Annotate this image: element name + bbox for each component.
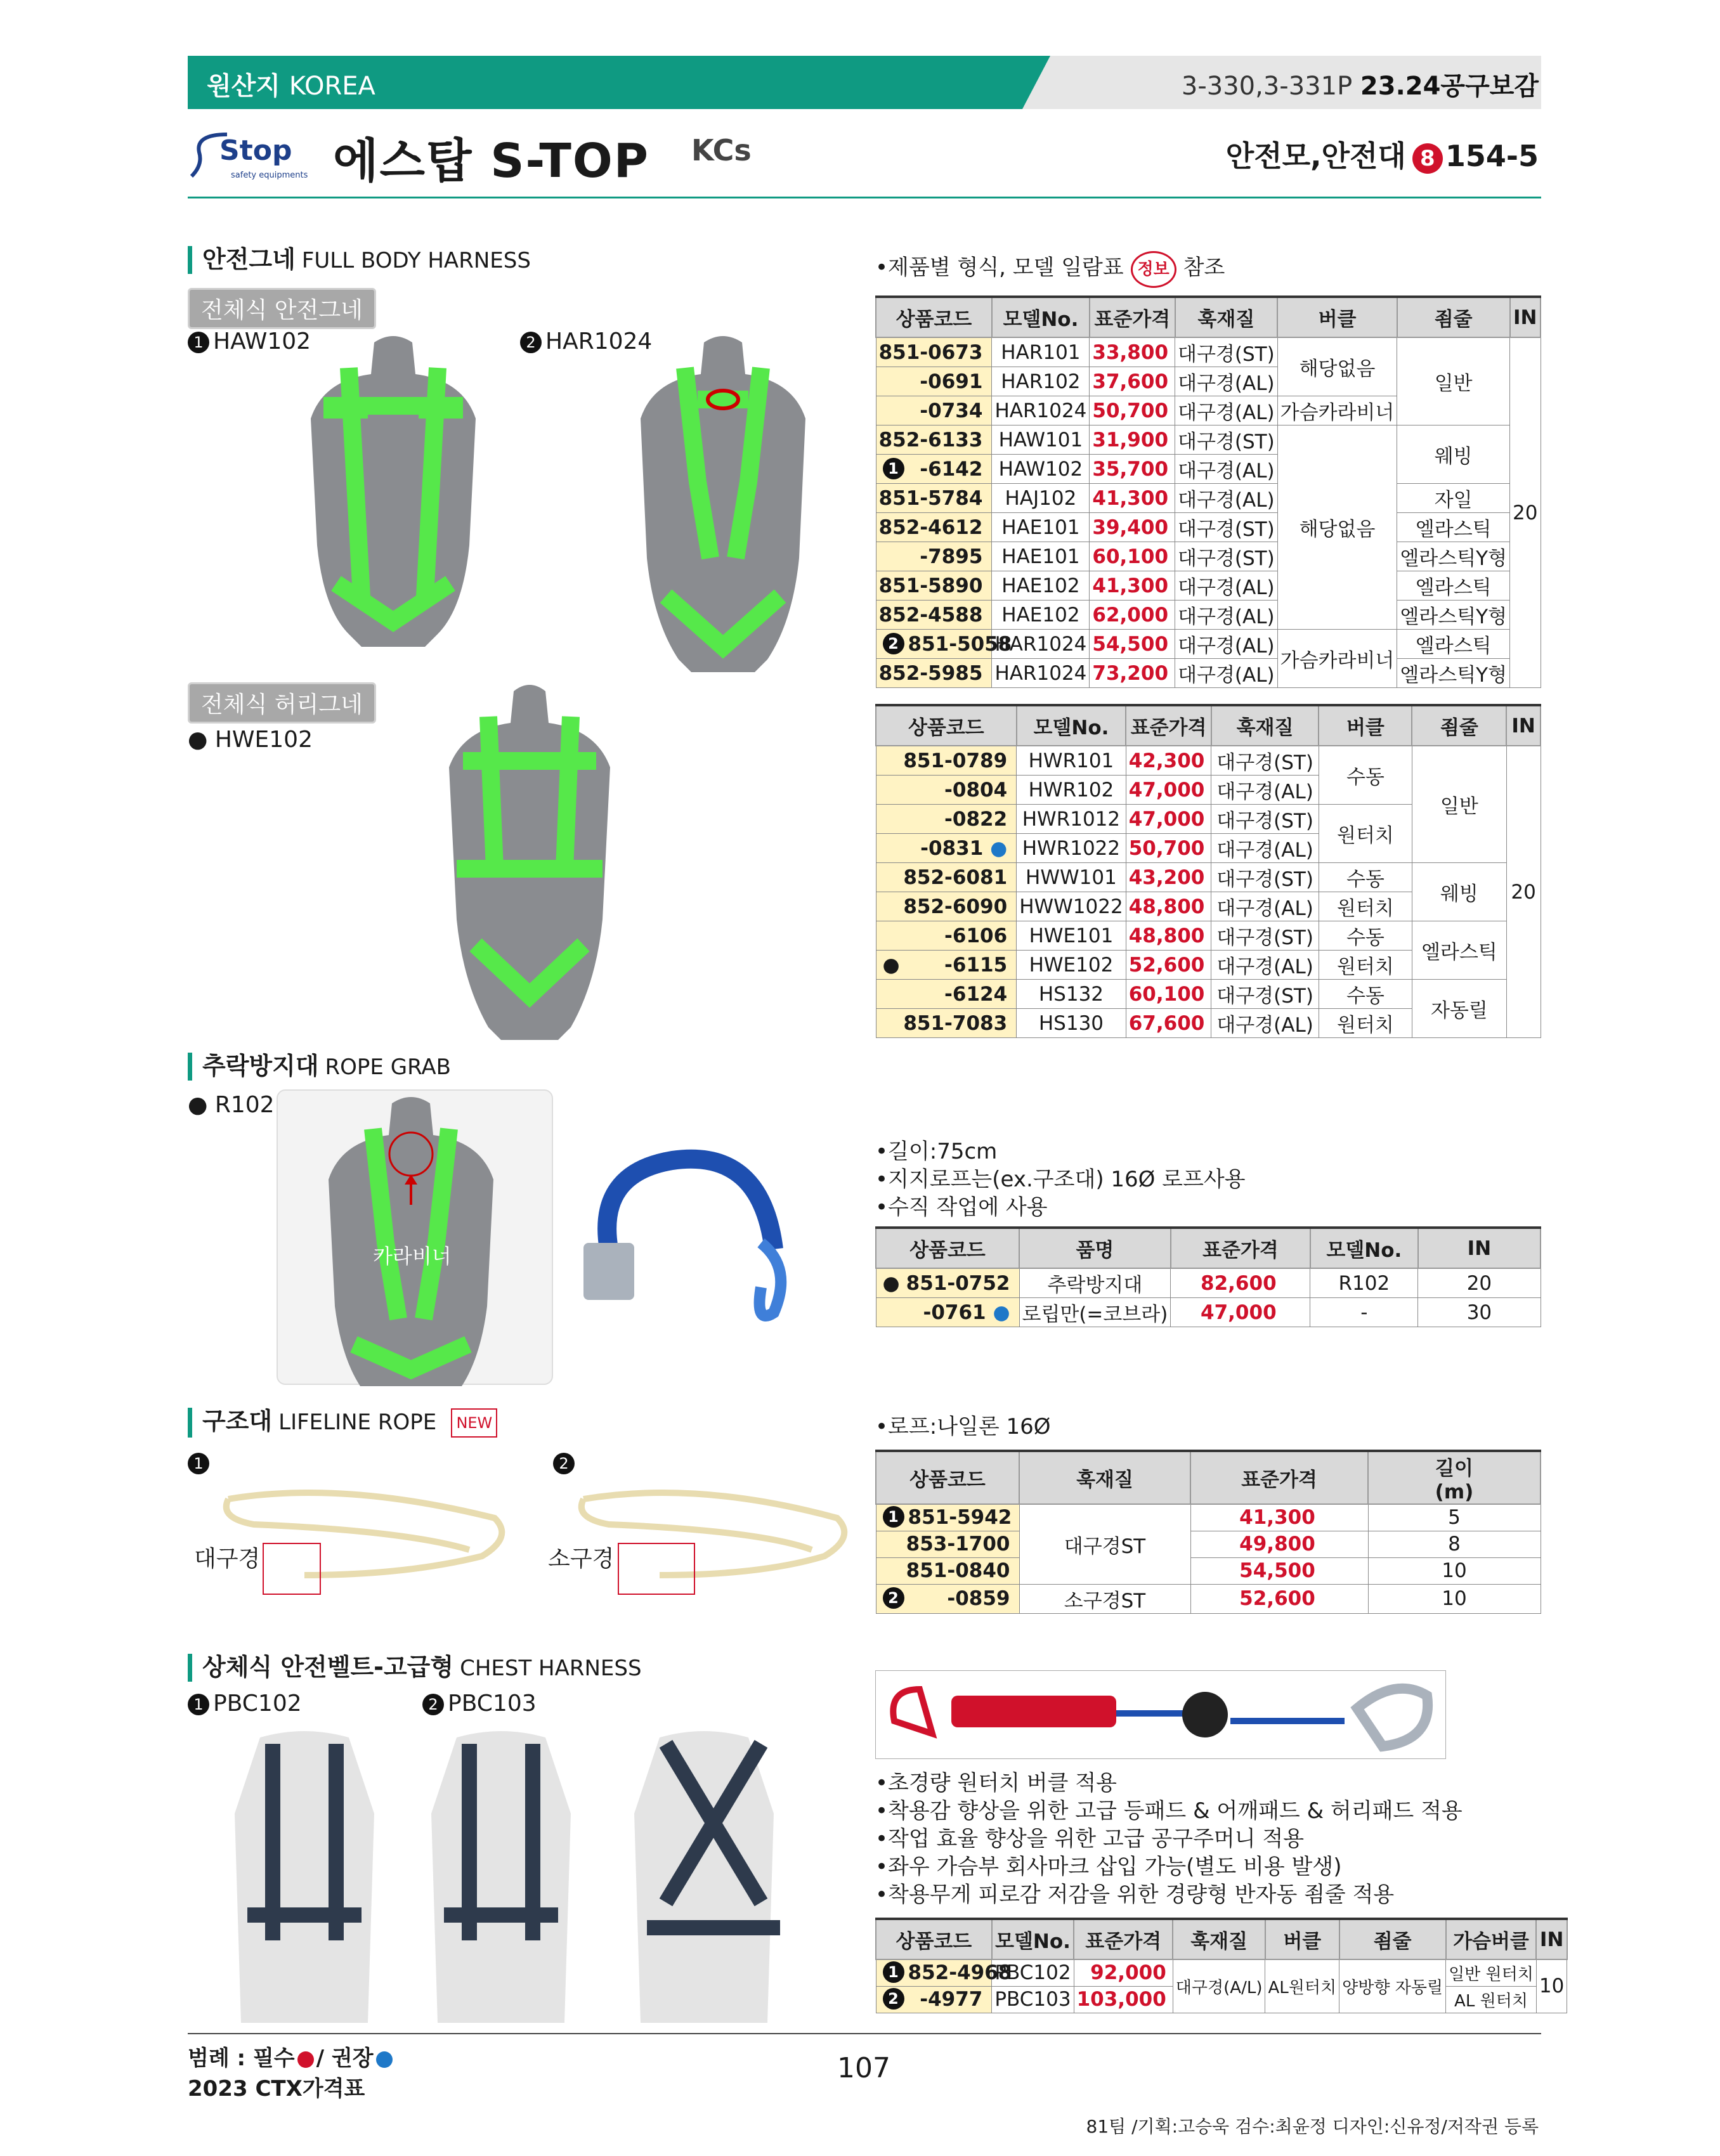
table-row: -6124 HS132 60,100 대구경(ST) 수동 자동릴: [876, 980, 1541, 1009]
footer-divider: [188, 2033, 1541, 2034]
section-title-lifeline: 구조대 LIFELINE ROPE NEW: [188, 1408, 497, 1438]
category-label: 안전모,안전대 8 154-5: [1225, 139, 1539, 173]
catalog-name: 2023 CTX가격표: [188, 2076, 365, 2101]
table-rope-grab: 상품코드 품명 표준가격 모델No. IN ● 851-0752 추락방지대 82,600 R102 20 -0761 ● 로립만(=코브라) 47,000 - 30: [875, 1226, 1541, 1327]
th-code: 상품코드: [876, 297, 992, 337]
sec4-notes: •초경량 원터치 버클 적용 •착용감 향상을 위한 고급 등패드 & 어깨패드 & 허리패드 적용 •작업 효율 향상을 위한 고급 공구주머니 적용 •좌우 가슴부 회사마크 삽입 가능(별도 비용 발생) •착용무게 피로감 저감을 위한 경량형 반자동 죔줄 적용: [875, 1770, 1463, 1907]
item-haw102: 1 HAW102: [188, 328, 311, 354]
table-row: 852-4588 HAE102 62,000 대구경(AL) 엘라스틱Y형: [876, 601, 1541, 630]
table-row: 852-5985 HAR1024 73,200 대구경(AL) 엘라스틱Y형: [876, 659, 1541, 688]
page-number: 107: [837, 2052, 890, 2084]
section-title-harness: 안전그네 FULL BODY HARNESS: [188, 246, 531, 274]
table-lifeline: 상품코드 훅재질 표준가격 길이 (m) 1 851-5942 대구경ST 41,300 5 853-1700 49,800 8 851-0840 54,500 10 2 -0859 소구경ST 52,600 10: [875, 1450, 1541, 1614]
required-dot: [297, 2051, 314, 2068]
harness-hwe102-image: [444, 679, 615, 1040]
item-hwe102: ● HWE102: [188, 727, 313, 753]
sec2-notes: •길이:75cm •지지로프는(ex.구조대) 16Ø 로프사용 •수직 작업에 사용: [875, 1139, 1246, 1220]
subtag-waist-harness: 전체식 허리그네: [188, 682, 376, 724]
header-divider: [188, 197, 1541, 198]
th-lanyard: 죔줄: [1397, 297, 1510, 337]
table-row: 852-6081 HWW101 43,200 대구경(ST) 수동 웨빙: [876, 863, 1541, 892]
new-badge: NEW: [451, 1408, 497, 1438]
chest-harness-images: [222, 1725, 824, 2023]
table-row: 851-0673 HAR101 33,800 대구경(ST) 해당없음 일반 20: [876, 337, 1541, 367]
rope-grab-lanyard-image: [571, 1122, 812, 1332]
item-r102: ● R102: [188, 1092, 275, 1118]
table-row: 2 -0859 소구경ST 52,600 10: [876, 1584, 1541, 1613]
section-title-chest-harness: 상체식 안전벨트-고급형 CHEST HARNESS: [188, 1654, 642, 1682]
item-har1024: 2 HAR1024: [520, 328, 652, 354]
table-row: 852-6133 HAW101 31,900 대구경(ST) 해당없음 웨빙: [876, 425, 1541, 455]
table-row: 852-6090 HWW1022 48,800 대구경(AL) 원터치: [876, 892, 1541, 921]
table-row: 2 -4977 PBC103 103,000 AL 원터치: [876, 1986, 1567, 2013]
item-pbc103: 2 PBC103: [422, 1691, 537, 1717]
rope-grab-image-frame: [277, 1089, 553, 1385]
lifeline-rope-large-image: [216, 1480, 520, 1607]
table-row: 853-1700 49,800 8: [876, 1531, 1541, 1557]
table-row: ● 851-0752 추락방지대 82,600 R102 20: [876, 1268, 1541, 1298]
table-row: 851-7083 HS130 67,600 대구경(AL) 원터치: [876, 1009, 1541, 1038]
brand-logo: [189, 127, 322, 186]
category-num-badge: 8: [1412, 143, 1443, 174]
recommended-dot: [376, 2051, 393, 2068]
info-badge: 정보: [1131, 251, 1176, 288]
credits: 81팀 /기획:고승욱 검수:최윤정 디자인:신유정/저작권 등록: [1086, 2116, 1539, 2137]
sec1-note: •제품별 형식, 모델 일람표 정보 참조: [875, 251, 1225, 288]
item-lifeline-1: 1: [188, 1450, 213, 1476]
legend: 범례 : 필수 / 권장: [188, 2041, 395, 2072]
table-row: -0804 HWR102 47,000 대구경(AL): [876, 776, 1541, 805]
harness-haw102-image: [298, 330, 488, 647]
table-row: 1 -6142 HAW102 35,700 대구경(AL): [876, 455, 1541, 484]
svg-text:Stop: Stop: [219, 134, 292, 167]
table-row: 851-5784 HAJ102 41,300 대구경(AL) 자일: [876, 484, 1541, 513]
table-row: -0734 HAR1024 50,700 대구경(AL) 가슴카라비너: [876, 396, 1541, 425]
th-price: 표준가격: [1090, 297, 1175, 337]
table-row: -7895 HAE101 60,100 대구경(ST) 엘라스틱Y형: [876, 542, 1541, 571]
kcs-mark: KCs: [691, 133, 752, 167]
rope-grab-harness-image: [278, 1091, 554, 1386]
table-row: -6106 HWE101 48,800 대구경(ST) 수동 엘라스틱: [876, 921, 1541, 951]
origin: 원산지 KOREA: [207, 72, 375, 101]
table-row: 1 851-5942 대구경ST 41,300 5: [876, 1504, 1541, 1531]
table-row: -0761 ● 로립만(=코브라) 47,000 - 30: [876, 1298, 1541, 1327]
table-row: 2 851-5058 HAR1024 54,500 대구경(AL) 가슴카라비너 엘라스틱: [876, 630, 1541, 659]
catalog-ref: 3-330,3-331P 23.24공구보감: [1181, 72, 1539, 101]
item-lifeline-2: 2: [553, 1450, 578, 1476]
table-row: -0831 ● HWR1022 50,700 대구경(AL): [876, 834, 1541, 863]
table-row: 1 852-4968 PBC102 92,000 대구경(A/L) AL원터치 양방향 자동릴 일반 원터치 10: [876, 1959, 1567, 1986]
th-in: IN: [1510, 297, 1541, 337]
table-full-harness: [875, 295, 1541, 688]
table-row: 851-0840 54,500 10: [876, 1557, 1541, 1584]
item-pbc102: 1 PBC102: [188, 1691, 302, 1717]
table-waist-harness: 상품코드 모델No. 표준가격 훅재질 버클 죔줄 IN 851-0789 HWR101 42,300 대구경(ST) 수동 일반 20 -0804 HWR102 47,000 대구경(AL) -0822 HWR1012 47,000 대구경(ST) 원터치 -0831 ● HWR1022 50,700 대구경(AL) 852-6081 HWW101 43,200 대구경(ST) 수동 웨빙 852-6090 HWW1022 48,800 대구경(AL) 원터치 -6106 HWE101 48,800 대구경(ST) 수동 엘라스틱 ● -6115 HWE102 52,600 대구경(AL) 원터치 -6124 HS132 60,100 대구경(ST) 수동 자동릴 851-7083 HS130 67,600 대구경(AL) 원터치: [875, 704, 1541, 1038]
sec3-note: •로프:나일론 16Ø: [875, 1414, 1051, 1439]
table-row: 851-5890 HAE102 41,300 대구경(AL) 엘라스틱: [876, 571, 1541, 601]
table-row: 852-4612 HAE101 39,400 대구경(ST) 엘라스틱: [876, 513, 1541, 542]
auto-reel-lanyard-image: [875, 1670, 1446, 1759]
subtag-full-harness: 전체식 안전그네: [188, 288, 376, 329]
label-large-hook: 대구경: [194, 1546, 261, 1572]
harness-har1024-image: [628, 330, 818, 672]
brand-name: 에스탑 S-TOP: [333, 134, 649, 188]
table-row: -0822 HWR1012 47,000 대구경(ST) 원터치: [876, 805, 1541, 834]
th-buckle: 버클: [1277, 297, 1397, 337]
svg-text:safety equipments: safety equipments: [231, 171, 308, 180]
table-row: -0691 HAR102 37,600 대구경(AL): [876, 367, 1541, 396]
label-small-hook: 소구경: [548, 1546, 615, 1572]
section-title-rope-grab: 추락방지대 ROPE GRAB: [188, 1053, 451, 1081]
table-row: 851-0789 HWR101 42,300 대구경(ST) 수동 일반 20: [876, 746, 1541, 776]
carabiner-callout: 카라비너: [373, 1244, 452, 1268]
th-hook: 훅재질: [1175, 297, 1278, 337]
table-chest-harness: 상품코드 모델No. 표준가격 훅재질 버클 죔줄 가슴버클 IN 1 852-4968 PBC102 92,000 대구경(A/L) AL원터치 양방향 자동릴 일반 원터치 10 2 -4977 PBC103 103,000 AL 원터치: [875, 1918, 1568, 2013]
th-model: 모델No.: [992, 297, 1090, 337]
table-row: ● -6115 HWE102 52,600 대구경(AL) 원터치: [876, 951, 1541, 980]
